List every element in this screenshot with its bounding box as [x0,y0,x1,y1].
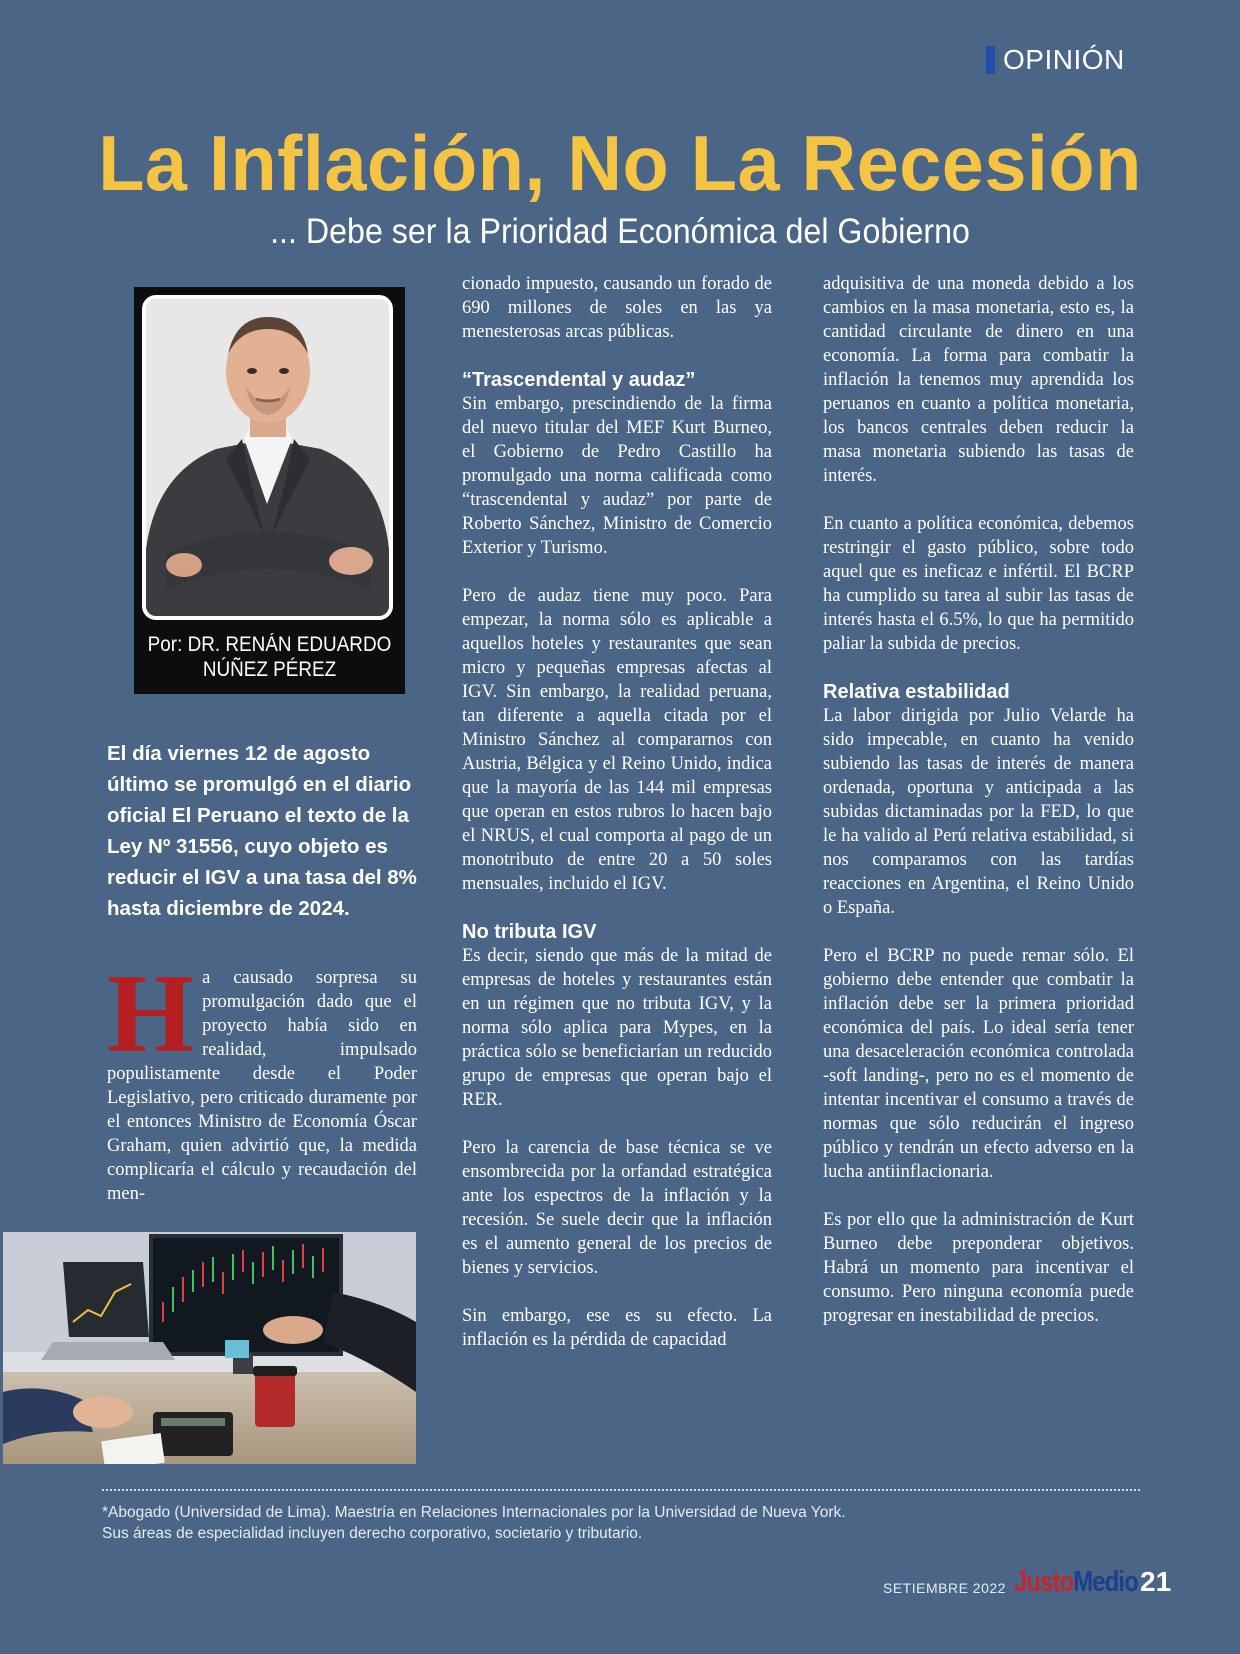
column-2-paragraph-2: Sin embargo, prescindiendo de la firma del nuevo titular del MEF Kurt Burneo, el Gobierno de Pedro Castillo ha promulgado una norma calificada como “trascendental y audaz” por parte de Roberto Sánchez, Ministro de Comercio Exterior y Turismo. [462,394,772,558]
subheading-relativa-estabilidad: Relativa estabilidad [823,681,1010,703]
issue-date: SETIEMBRE 2022 [883,1580,1006,1596]
page-number: 21 [1140,1566,1172,1597]
footnote-line1: *Abogado (Universidad de Lima). Maestría en Relaciones Internacionales por la Universidad de Nueva York. [102,1504,846,1521]
drop-cap: H [107,952,195,1076]
trading-illustration [3,1232,416,1464]
author-portrait-box [134,287,405,694]
subheading-no-tributa: No tributa IGV [462,921,597,943]
column-2 [462,272,772,1376]
column-2-paragraph-5: Pero la carencia de base técnica se ve ensombrecida por la orfandad estratégica ante los espectros de la inflación y la recesión. Se suele decir que la inflación es el aumento general de los precios de bienes y servicios. [462,1138,772,1278]
section-tag [986,44,1125,76]
author-photo-illustration [146,299,389,616]
subheading-trascendental: “Trascendental y audaz” [462,369,696,391]
column-1 [107,952,417,1230]
byline [148,632,392,682]
byline-line2: NÚÑEZ PÉREZ [202,658,337,681]
section-bar [986,46,995,74]
column-3-paragraph-3: La labor dirigida por Julio Velarde ha sido impecable, en cuanto ha venido subiendo las tasas de interés de manera ordenada, oportuna y anticipada a las subidas dictaminadas por la FED, lo que le ha valido al Perú relativa estabilidad, si nos comparamos con las tardías reacciones en Argentina, el Reino Unido o España. [823,706,1134,918]
column-1-paragraph: a causado sorpresa su promulgación dado que el proyecto había sido en realidad, impulsado populistamente desde el Poder Legislativo, pero criticado duramente por el entonces Ministro de Economía Óscar Graham, quien advirtió que, la medida complicaría el cálculo y recaudación del men- [107,968,417,1204]
logo-part-medio: Medio [1073,1566,1138,1598]
column-3-paragraph-5: Es por ello que la administración de Kurt Burneo debe preponderar objetivos. Habrá un momento para incentivar el consumo. Pero ninguna economía puede progresar en inestabilidad de precios. [823,1210,1134,1326]
author-photo [142,295,393,620]
column-3-paragraph-2: En cuanto a política económica, debemos restringir el gasto público, sobre todo aquel que es ineficaz e infértil. El BCRP ha cumplido su tarea al subir las tasas de interés hasta el 6.5%, lo que ha permitido paliar la subida de precios. [823,514,1134,654]
column-3-paragraph-1: adquisitiva de una moneda debido a los cambios en la masa monetaria, esto es, la cantidad circulante de dinero en una economía. La forma para combatir la inflación la tenemos muy aprendida los peruanos en cuanto a política monetaria, los bancos centrales deben reducir la masa monetaria subiendo las tasas de interés. [823,274,1134,486]
article-headline: La Inflación, No La Recesión [98,119,1142,207]
footnote-divider [102,1489,1140,1491]
column-2-paragraph-6: Sin embargo, ese es su efecto. La inflación es la pérdida de capacidad [462,1306,772,1350]
byline-line1: Por: DR. RENÁN EDUARDO [147,633,392,656]
article-subheadline: ... Debe ser la Prioridad Económica del Gobierno [270,212,970,251]
column-2-paragraph-4: Es decir, siendo que más de la mitad de empresas de hoteles y restaurantes están en un régimen que no tributa IGV, y la norma sólo aplica para Mypes, en la práctica sólo se beneficiarían un reducido grupo de empresas que operan bajo el RER. [462,946,772,1110]
author-footnote [102,1502,1102,1544]
section-label: OPINIÓN [1003,44,1125,75]
column-3 [823,272,1134,1352]
trading-desk-photo [3,1232,416,1464]
footnote-line2: Sus áreas de especialidad incluyen derecho corporativo, societario y tributario. [102,1525,643,1542]
magazine-logo [1014,1566,1138,1599]
column-3-paragraph-4: Pero el BCRP no puede remar sólo. El gobierno debe entender que combatir la inflación debe ser la primera prioridad económica del país. Lo ideal sería tener una desaceleración económica controlada -soft landing-, pero no es el momento de intentar incentivar el consumo a través de normas que sólo reducirán el ingreso público y tendrán un efecto adverso en la lucha antiinflacionaria. [823,946,1134,1182]
column-2-paragraph-1: cionado impuesto, causando un forado de 690 millones de soles en las ya menesterosas arcas públicas. [462,274,772,342]
lead-paragraph: El día viernes 12 de agosto último se promulgó en el diario oficial El Peruano el texto de la Ley Nº 31556, cuyo objeto es reducir el IGV a una tasa del 8% hasta diciembre de 2024. [107,742,417,920]
column-2-paragraph-3: Pero de audaz tiene muy poco. Para empezar, la norma sólo es aplicable a aquellos hoteles y restaurantes que sean micro y pequeñas empresas afectas al IGV. Sin embargo, la realidad peruana, tan diferente a aquella citada por el Ministro Sánchez al compararnos con Austria, Bélgica y el Reino Unido, indica que la mayoría de las 144 mil empresas que operan en estos rubros lo hacen bajo el NRUS, el cual comporta al pago de un monotributo de entre 20 a 50 soles mensuales, incluido el IGV. [462,586,772,894]
logo-part-justo: Justo [1014,1566,1074,1598]
